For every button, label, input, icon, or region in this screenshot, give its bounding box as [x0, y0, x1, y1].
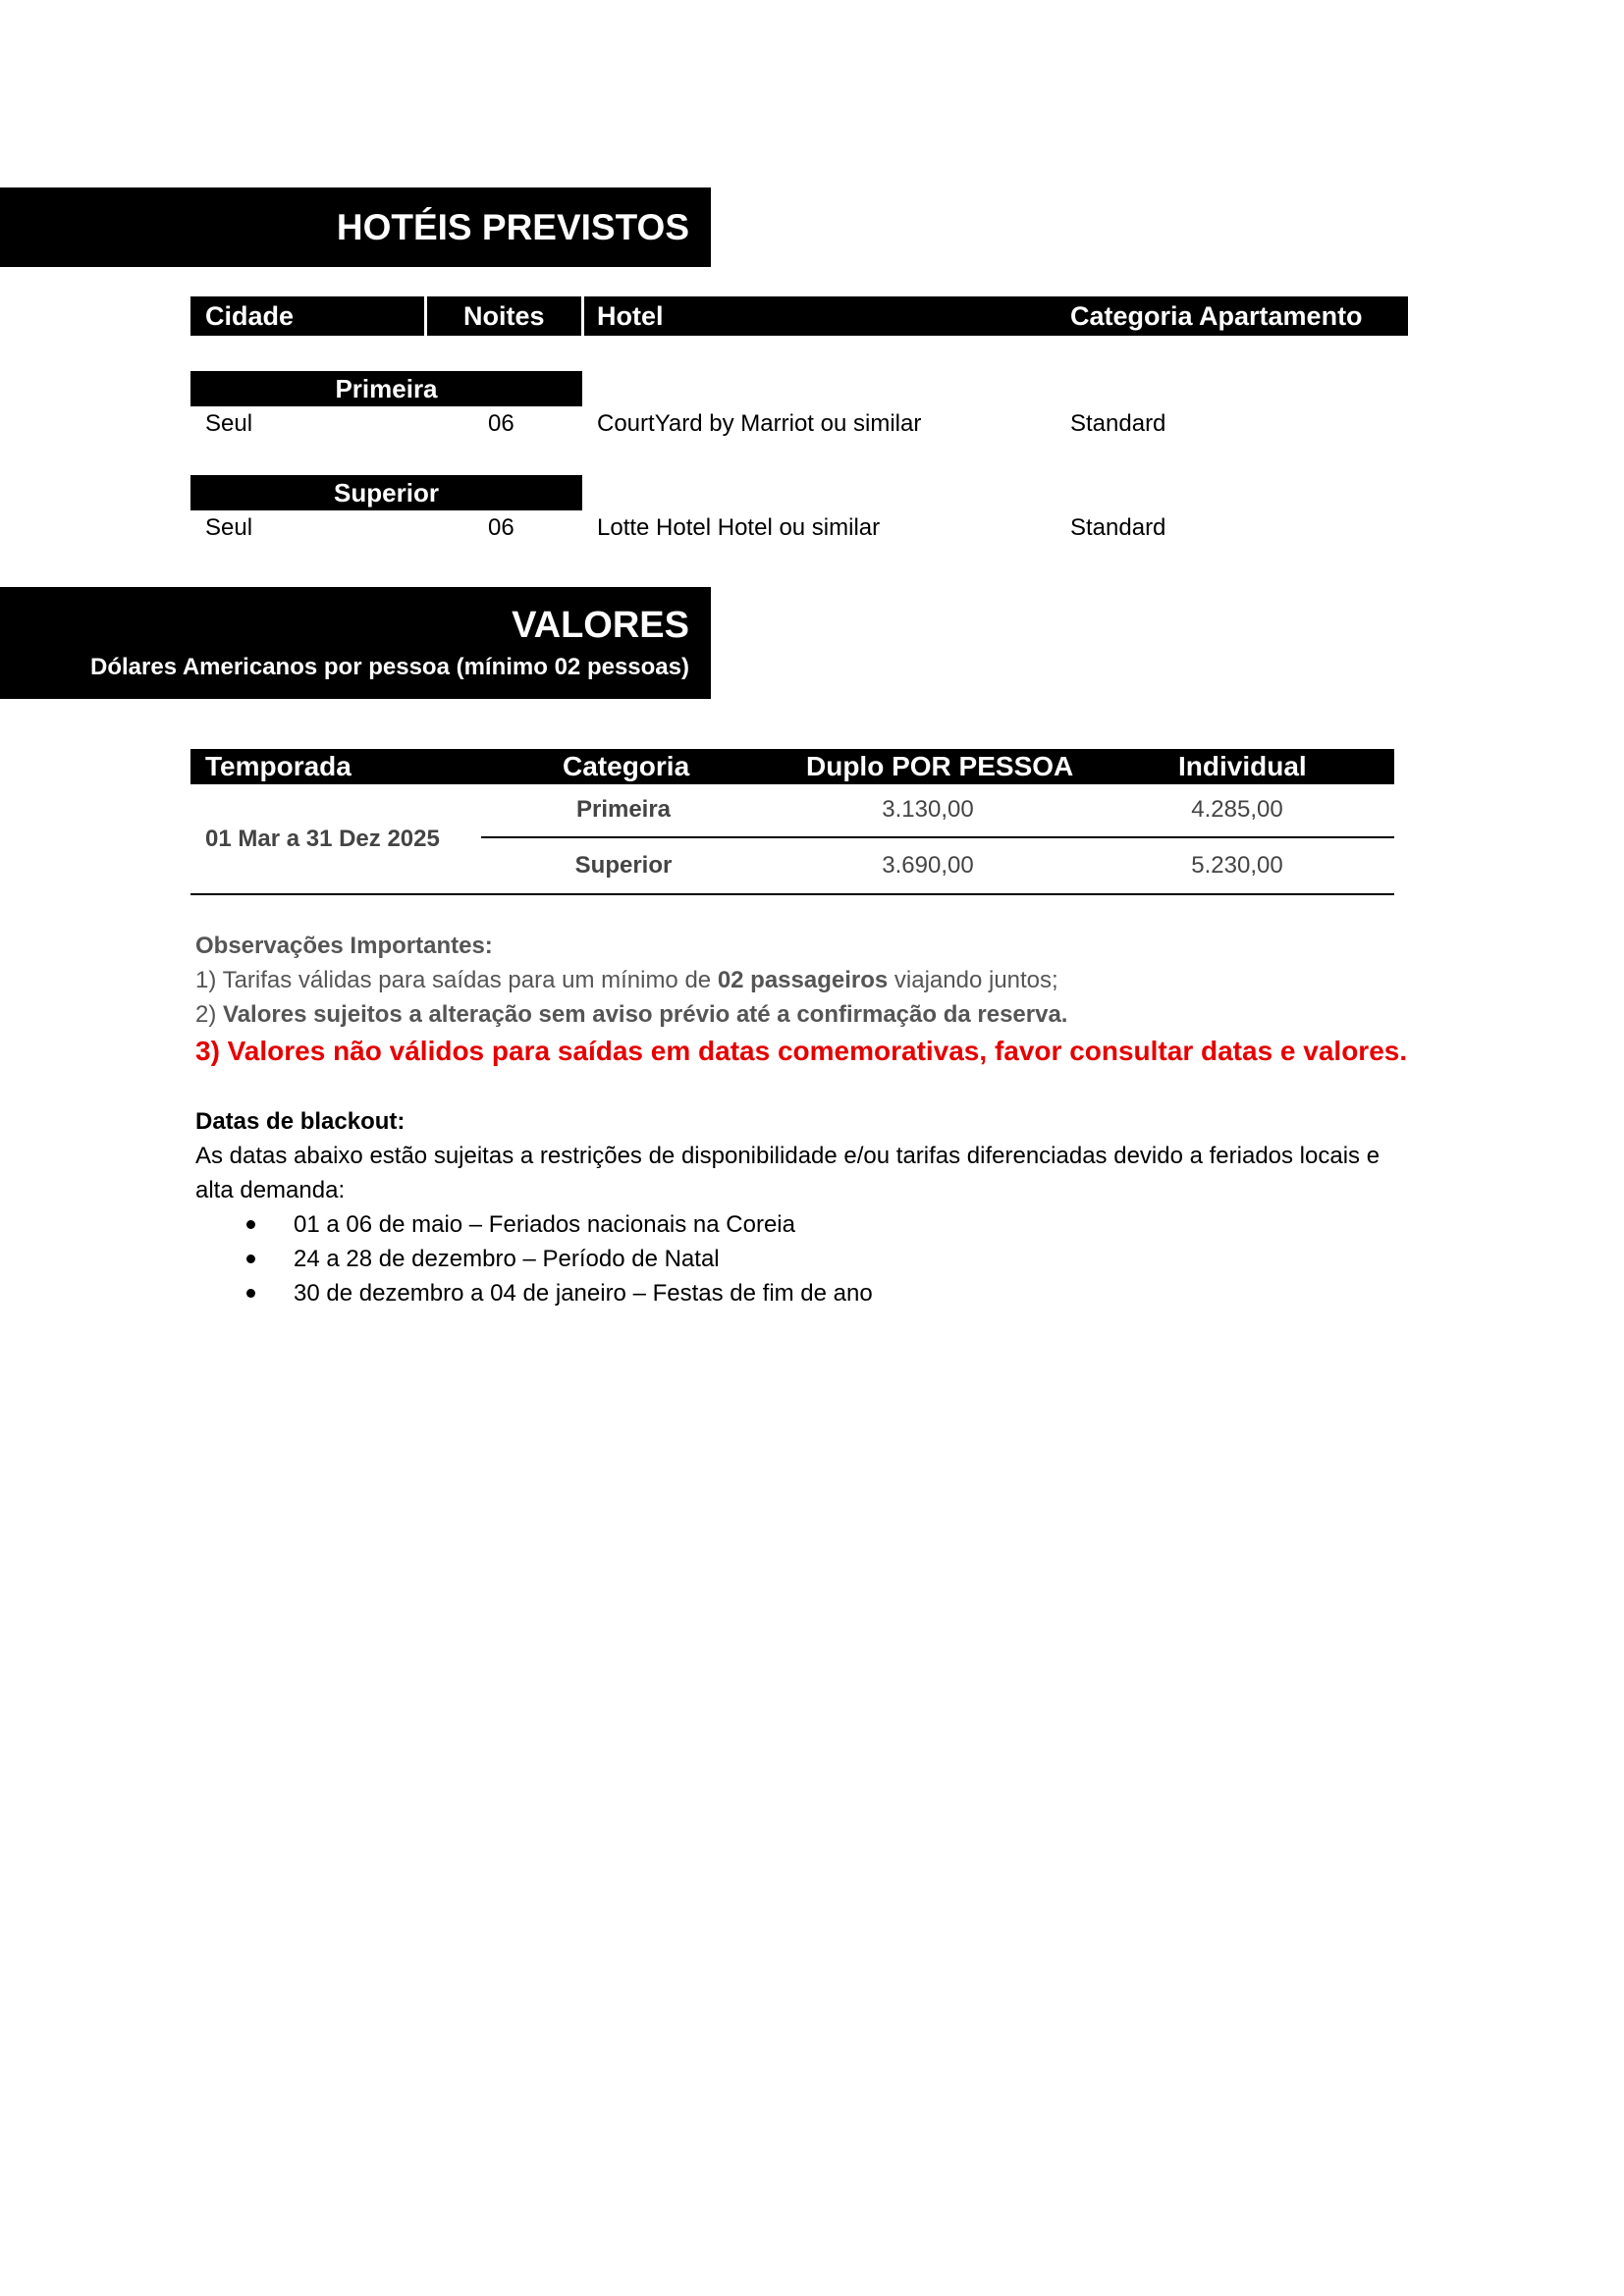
nights-cell: 06: [488, 514, 514, 541]
blackout-title: Datas de blackout:: [195, 1108, 406, 1135]
blackout-dates: [195, 1104, 1393, 1310]
header-single: Individual: [1178, 751, 1307, 781]
header-category: Categoria: [563, 751, 690, 781]
note-2-text: Valores sujeitos a alteração sem aviso prévio até a confirmação da reserva.: [223, 1001, 1068, 1028]
hotel-cell: CourtYard by Marriot ou similar: [597, 410, 922, 437]
note-1-text: 1) Tarifas válidas para saídas para um mínimo de: [195, 967, 718, 993]
header-nights: Noites: [463, 301, 545, 331]
room-cell: Standard: [1070, 410, 1166, 437]
notes-title: Observações Importantes:: [195, 933, 493, 959]
blackout-item: 30 de dezembro a 04 de janeiro – Festas de fim de ano: [294, 1276, 1393, 1310]
room-cell: Standard: [1070, 514, 1166, 541]
important-notes: [195, 929, 1413, 1071]
blackout-list: [195, 1207, 1393, 1310]
values-section-title: VALORES: [512, 605, 689, 646]
blackout-item: 01 a 06 de maio – Feriados nacionais na Coreia: [294, 1207, 1393, 1242]
header-season: Temporada: [205, 751, 352, 781]
season-cell: 01 Mar a 31 Dez 2025: [205, 826, 440, 852]
header-divider: [424, 296, 427, 336]
header-double: Duplo POR PESSOA: [806, 751, 1074, 781]
city-cell: Seul: [205, 514, 253, 541]
price-category-cell: Superior: [574, 852, 673, 879]
values-section-subtitle: Dólares Americanos por pessoa (mínimo 02 pessoas): [90, 654, 689, 680]
note-2-number: 2): [195, 1001, 224, 1028]
table-bottom-rule: [190, 893, 1394, 895]
note-2: [195, 997, 1413, 1032]
hotels-section-banner: [0, 187, 711, 267]
category-bar-superior: Superior: [190, 475, 582, 510]
note-3-warning: 3) Valores não válidos para saídas em datas comemorativas, favor consultar datas e valores.: [195, 1036, 1408, 1066]
header-city: Cidade: [205, 301, 295, 331]
category-bar-primeira: Primeira: [190, 371, 582, 406]
header-room-category: Categoria Apartamento: [1070, 301, 1363, 331]
hotels-table-header: [190, 296, 1408, 336]
price-single-cell: 4.285,00: [1191, 796, 1283, 823]
price-double-cell: 3.690,00: [882, 852, 974, 879]
header-hotel: Hotel: [597, 301, 664, 331]
header-divider: [581, 296, 584, 336]
row-divider: [481, 836, 1394, 838]
hotels-section-title: HOTÉIS PREVISTOS: [336, 207, 689, 247]
blackout-intro: As datas abaixo estão sujeitas a restrições de disponibilidade e/ou tarifas diferenciadas devido a feriados locais e alta demanda:: [195, 1143, 1380, 1203]
price-category-cell: Primeira: [575, 796, 672, 823]
nights-cell: 06: [488, 410, 514, 437]
hotel-cell: Lotte Hotel Hotel ou similar: [597, 514, 881, 541]
blackout-item: 24 a 28 de dezembro – Período de Natal: [294, 1242, 1393, 1276]
values-section-banner: [0, 587, 711, 699]
price-double-cell: 3.130,00: [882, 796, 974, 823]
note-1-end: viajando juntos;: [888, 967, 1058, 993]
values-table-header: [190, 749, 1394, 784]
city-cell: Seul: [205, 410, 253, 437]
price-single-cell: 5.230,00: [1191, 852, 1283, 879]
note-1: [195, 963, 1413, 997]
note-1-emphasis: 02 passageiros: [717, 967, 889, 993]
